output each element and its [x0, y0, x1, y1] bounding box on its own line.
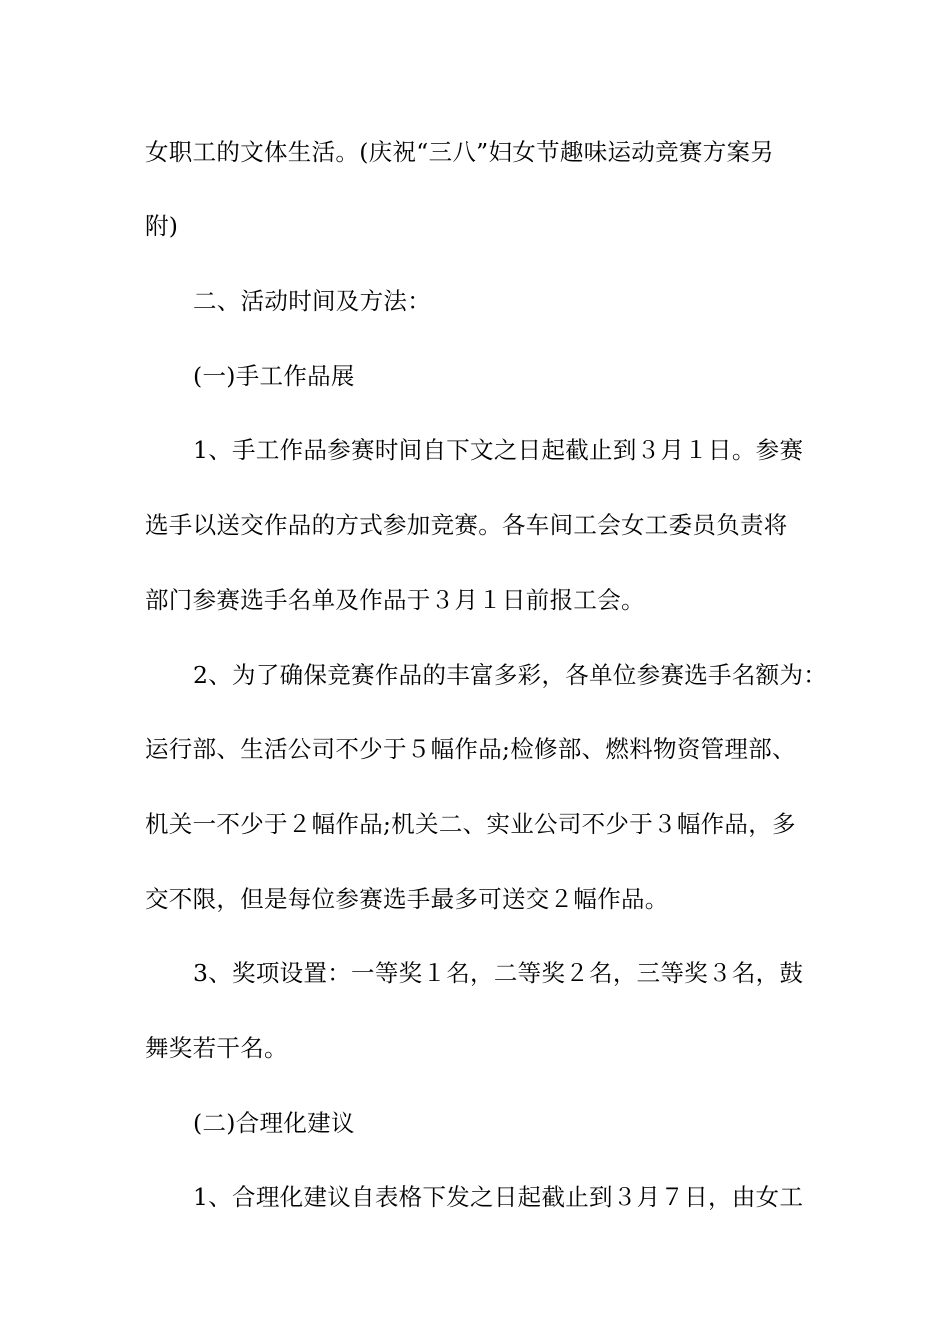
section-heading: 二、活动时间及方法：	[193, 287, 431, 315]
paragraph-first-line: 2、为了确保竞赛作品的丰富多彩，各单位参赛选手名额为：	[193, 661, 828, 689]
body-text-line: 交不限，但是每位参赛选手最多可送交２幅作品。	[145, 885, 669, 913]
body-text-line: 部门参赛选手名单及作品于３月１日前报工会。	[145, 586, 645, 614]
paragraph-first-line: 3、奖项设置：一等奖１名，二等奖２名，三等奖３名，鼓	[193, 959, 804, 987]
paragraph-first-line: 1、合理化建议自表格下发之日起截止到３月７日，由女工	[193, 1183, 804, 1211]
paragraph-first-line: 1、手工作品参赛时间自下文之日起截止到３月１日。参赛	[193, 436, 804, 464]
subsection-heading: (二)合理化建议	[193, 1109, 355, 1137]
body-text-line: 机关一不少于２幅作品;机关二、实业公司不少于３幅作品，多	[145, 810, 796, 838]
body-text-line: 附)	[145, 212, 179, 240]
subsection-heading: (一)手工作品展	[193, 362, 355, 390]
body-text-line: 舞奖若干名。	[145, 1034, 288, 1062]
body-text-line: 女职工的文体生活。(庆祝“三八”妇女节趣味运动竞赛方案另	[145, 138, 775, 166]
body-text-line: 运行部、生活公司不少于５幅作品;检修部、燃料物资管理部、	[145, 735, 796, 763]
body-text-line: 选手以送交作品的方式参加竞赛。各车间工会女工委员负责将	[145, 511, 788, 539]
